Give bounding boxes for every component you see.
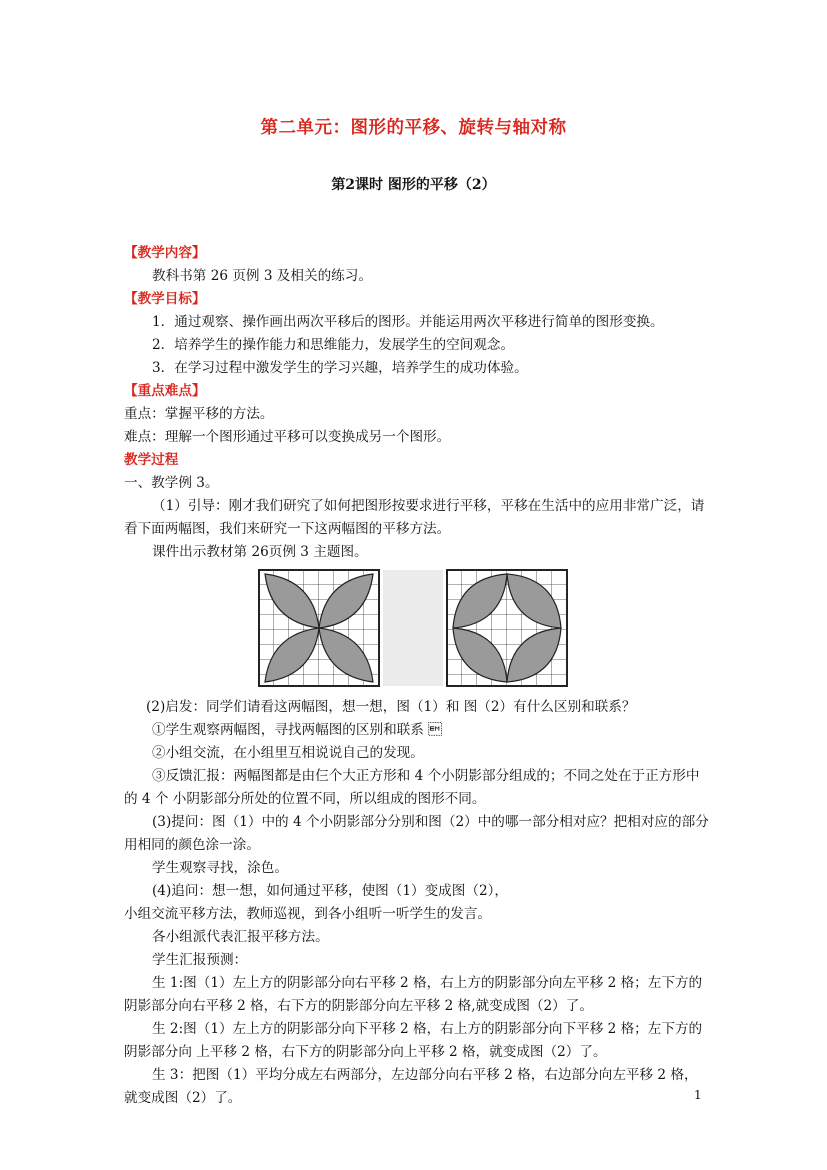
paragraph: ③反馈汇报：两幅图都是由仨个大正方形和 4 个小阴影部分组成的；不同之处在于正方形中的 4 个 小阴影部分所处的位置不同，所以组成的图形不同。: [124, 768, 700, 807]
figure-2: [447, 570, 567, 686]
paragraph: (2)启发：同学们请看这两幅图，想一想，图（1）和 图（2）有什么区别和联系？: [146, 699, 636, 715]
goal-item: 3．在学习过程中激发学生的学习兴趣，培养学生的成功体验。: [152, 360, 528, 376]
paragraph: (3)提问：图（1）中的 4 个小阴影部分分别和图（2）中的哪一部分相对应？把相对应的部分用相同的颜色涂一涂。: [124, 814, 709, 853]
content-heading: 【教学内容】: [124, 245, 206, 261]
page-number: 1: [694, 1088, 702, 1102]
key-heading: 【重点难点】: [124, 383, 206, 399]
paragraph: ①学生观察两幅图，寻找两幅图的区别和联系 : [152, 722, 442, 738]
lesson-subtitle: 第2课时 图形的平移（2）: [331, 177, 496, 193]
paragraph: 各小组派代表汇报平移方法。: [152, 929, 329, 945]
figure-gap: [383, 570, 443, 686]
paragraph: 学生汇报预测：: [152, 952, 248, 968]
paragraph: 生 1:图（1）左上方的阴影部分向右平移 2 格，右上方的阴影部分向左平移 2 格；左下方的阴影部分向右平移 2 格，右下方的阴影部分向左平移 2 格,就变成图（2）了。: [124, 975, 703, 1014]
goal-item: 2．培养学生的操作能力和思维能力，发展学生的空间观念。: [152, 337, 515, 353]
paragraph: （1）引导：刚才我们研究了如何把图形按要求进行平移，平移在生活中的应用非常广泛，请看下面两幅图，我们来研究一下这两幅图的平移方法。: [124, 498, 705, 537]
paragraph: (4)追问：想一想，如何通过平移，使图（1）变成图（2），: [152, 883, 509, 899]
goals-heading: 【教学目标】: [124, 291, 206, 307]
paragraph: ②小组交流，在小组里互相说说自己的发现。: [152, 745, 424, 761]
paragraph: 学生观察寻找，涂色。: [152, 860, 288, 876]
process-heading: 教学过程: [124, 452, 179, 468]
document-body: [124, 242, 709, 1110]
paragraph: 小组交流平移方法，教师巡视，到各小组听一听学生的发言。: [124, 906, 492, 922]
document-title: 第二单元：图形的平移、旋转与轴对称: [260, 118, 567, 138]
paragraph: 生 3：把图（1）平均分成左右两部分，左边部分向右平移 2 格，右边部分向左平移 2 格，就变成图（2）了。: [124, 1067, 698, 1106]
key-point: 重点：掌握平移的方法。: [124, 406, 274, 422]
example-figure: [124, 568, 709, 688]
paragraph: 生 2:图（1）左上方的阴影部分向下平移 2 格，右上方的阴影部分向下平移 2 格；左下方的阴影部分向 上平移 2 格，右下方的阴影部分向上平移 2 格，就变成图（2）了。: [124, 1021, 703, 1060]
goal-item: 1．通过观察、操作画出两次平移后的图形。并能运用两次平移进行简单的图形变换。: [152, 314, 664, 330]
paragraph: 课件出示教材第 26页例 3 主题图。: [152, 544, 368, 560]
difficulty: 难点：理解一个图形通过平移可以变换成另一个图形。: [124, 429, 451, 445]
figure-1: [259, 570, 379, 686]
pattern-figures: [257, 568, 569, 688]
content-text: 教科书第 26 页例 3 及相关的练习。: [152, 268, 372, 284]
process-step: 一、教学例 3。: [124, 475, 219, 491]
